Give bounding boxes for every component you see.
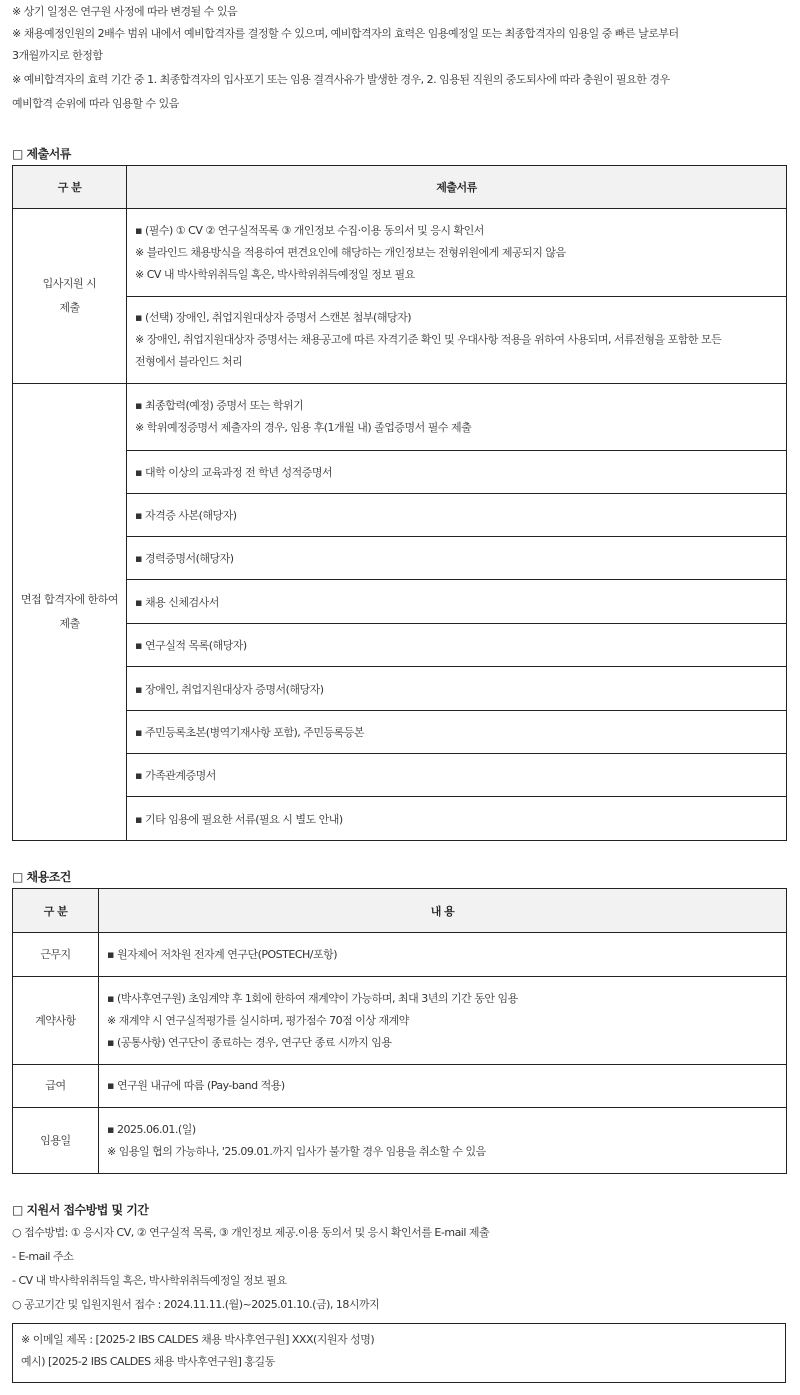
list-item: ※ CV 내 박사학위취득일 혹은, 박사학위취득예정일 정보 필요 <box>135 267 415 281</box>
table-row <box>13 754 787 797</box>
list-item: ※ 블라인드 채용방식을 적용하여 편견요인에 해당하는 개인정보는 전형위원에게 제공되지 않음 <box>135 245 566 259</box>
group2-label-line2: 제출 <box>59 617 80 630</box>
note-reserve-scope-cont: 3개월까지로 한정함 <box>12 49 103 62</box>
group2-label-line1: 면접 합격자에 한하여 <box>20 593 119 606</box>
application-section-title: □ 지원서 접수방법 및 기간 <box>12 1203 149 1217</box>
list-item: ▪ 최종합력(예정) 증명서 또는 학위기 <box>135 399 304 412</box>
table-row <box>13 1108 787 1174</box>
conditions-section-title: □ 채용조건 <box>12 870 71 884</box>
table-row <box>13 297 787 384</box>
documents-section-title: □ 제출서류 <box>12 147 71 161</box>
group1-label-line1: 입사지원 시 <box>42 277 97 290</box>
documents-col-content: 제출서류 <box>127 166 787 209</box>
table-row <box>13 667 787 711</box>
list-item: ▪ 연구실적 목록(해당자) <box>127 624 787 667</box>
list-item: ※ 임용일 협의 가능하나, '25.09.01.까지 입사가 불가할 경우 임용을 취소할 수 있음 <box>107 1144 486 1158</box>
list-item: ※ 재계약 시 연구실적평가를 실시하며, 평가점수 70점 이상 재계약 <box>107 1013 409 1027</box>
conditions-table <box>12 888 787 1174</box>
list-item: ※ 학위예정증명서 제출자의 경우, 임용 후(1개월 내) 졸업증명서 필수 제출 <box>135 421 472 434</box>
conditions-header-row <box>13 889 787 933</box>
application-period: ○ 공고기간 및 입원지원서 접수 : 2024.11.11.(월)~2025.01.10.(금), 18시까지 <box>12 1298 380 1311</box>
table-row <box>13 624 787 667</box>
table-row <box>13 977 787 1065</box>
table-row <box>13 1065 787 1108</box>
condition-content-contract <box>99 977 787 1065</box>
list-item: ▪ 자격증 사본(해당자) <box>127 494 787 537</box>
condition-content-salary <box>99 1065 787 1108</box>
application-cv-note: - CV 내 박사학위취득일 혹은, 박사학위취득예정일 정보 필요 <box>12 1274 287 1287</box>
condition-label-salary: 급여 <box>13 1065 99 1108</box>
list-item: 전형에서 블라인드 처리 <box>135 355 243 368</box>
list-item: ▪ (박사후연구원) 초임계약 후 1회에 한하여 재계약이 가능하며, 최대 3년의 기간 동안 임용 <box>107 991 518 1005</box>
condition-content-workplace <box>99 933 787 977</box>
table-row <box>13 580 787 624</box>
group1-label <box>13 209 127 384</box>
condition-label-workplace: 근무지 <box>13 933 99 977</box>
group2-row1 <box>127 384 787 451</box>
list-item: ▪ (필수) ① CV ② 연구실적목록 ③ 개인정보 수집·이용 동의서 및 응시 확인서 <box>135 223 484 237</box>
condition-label-contract: 계약사항 <box>13 977 99 1065</box>
list-item: ※ 장애인, 취업지원대상자 증명서는 채용공고에 따른 자격기준 확인 및 우대사항 적용을 위하여 사용되며, 서류전형을 포함한 모든 <box>135 333 722 346</box>
table-row <box>13 711 787 754</box>
table-row <box>13 537 787 580</box>
table-row <box>13 209 787 297</box>
note-schedule-change: ※ 상기 일정은 연구원 사정에 따라 변경될 수 있음 <box>12 5 238 18</box>
list-item: ▪ 원자제어 저차원 전자계 연구단(POSTECH/포항) <box>107 947 338 961</box>
list-item: ▪ 채용 신체검사서 <box>127 580 787 624</box>
group1-row1 <box>127 209 787 297</box>
documents-table <box>12 165 787 841</box>
email-subject-format: ※ 이메일 제목 : [2025-2 IBS CALDES 채용 박사후연구원] XXX(지원자 성명) <box>21 1333 375 1346</box>
note-reserve-period-cont: 예비합격 순위에 따라 임용할 수 있음 <box>12 97 179 110</box>
list-item: ▪ 가족관계증명서 <box>127 754 787 797</box>
list-item: ▪ 기타 임용에 필요한 서류(필요 시 별도 안내) <box>127 797 787 841</box>
condition-content-start-date <box>99 1108 787 1174</box>
list-item: ▪ 장애인, 취업지원대상자 증명서(해당자) <box>127 667 787 711</box>
group2-label <box>13 384 127 841</box>
application-method: ○ 접수방법: ① 응시자 CV, ② 연구실적 목록, ③ 개인정보 제공.이용 동의서 및 응시 확인서를 E-mail 제출 <box>12 1226 490 1239</box>
conditions-col-category: 구 분 <box>13 889 99 933</box>
email-subject-example: 예시) [2025-2 IBS CALDES 채용 박사후연구원] 홍길동 <box>21 1355 275 1368</box>
application-email-label: - E-mail 주소 <box>12 1250 74 1263</box>
list-item: ▪ 주민등록초본(병역기재사항 포함), 주민등록등본 <box>127 711 787 754</box>
list-item: ▪ 연구원 내규에 따름 (Pay-band 적용) <box>107 1079 285 1092</box>
note-reserve-scope: ※ 채용예정인원의 2배수 범위 내에서 예비합격자를 결정할 수 있으며, 예비합격자의 효력은 임용예정일 또는 최종합격자의 임용일 중 빠른 날로부터 <box>12 27 679 40</box>
documents-header-row <box>13 166 787 209</box>
table-row <box>13 797 787 841</box>
group1-label-line2: 제출 <box>59 301 80 314</box>
table-row <box>13 451 787 494</box>
condition-label-start-date: 임용일 <box>13 1108 99 1174</box>
list-item: ▪ 경력증명서(해당자) <box>127 537 787 580</box>
list-item: ▪ 2025.06.01.(일) <box>107 1122 196 1136</box>
conditions-col-content: 내 용 <box>99 889 787 933</box>
list-item: ▪ (선택) 장애인, 취업지원대상자 증명서 스캔본 첨부(해당자) <box>135 311 411 324</box>
table-row <box>13 933 787 977</box>
table-row <box>13 384 787 451</box>
note-reserve-period: ※ 예비합격자의 효력 기간 중 1. 최종합격자의 입사포기 또는 임용 결격사유가 발생한 경우, 2. 임용된 직원의 중도퇴사에 따라 충원이 필요한 경우 <box>12 73 670 86</box>
list-item: ▪ 대학 이상의 교육과정 전 학년 성적증명서 <box>127 451 787 494</box>
list-item: ▪ (공통사항) 연구단이 종료하는 경우, 연구단 종료 시까지 임용 <box>107 1035 392 1049</box>
group1-row2 <box>127 297 787 384</box>
table-row <box>13 494 787 537</box>
documents-col-category: 구 분 <box>13 166 127 209</box>
email-subject-box <box>12 1323 786 1383</box>
